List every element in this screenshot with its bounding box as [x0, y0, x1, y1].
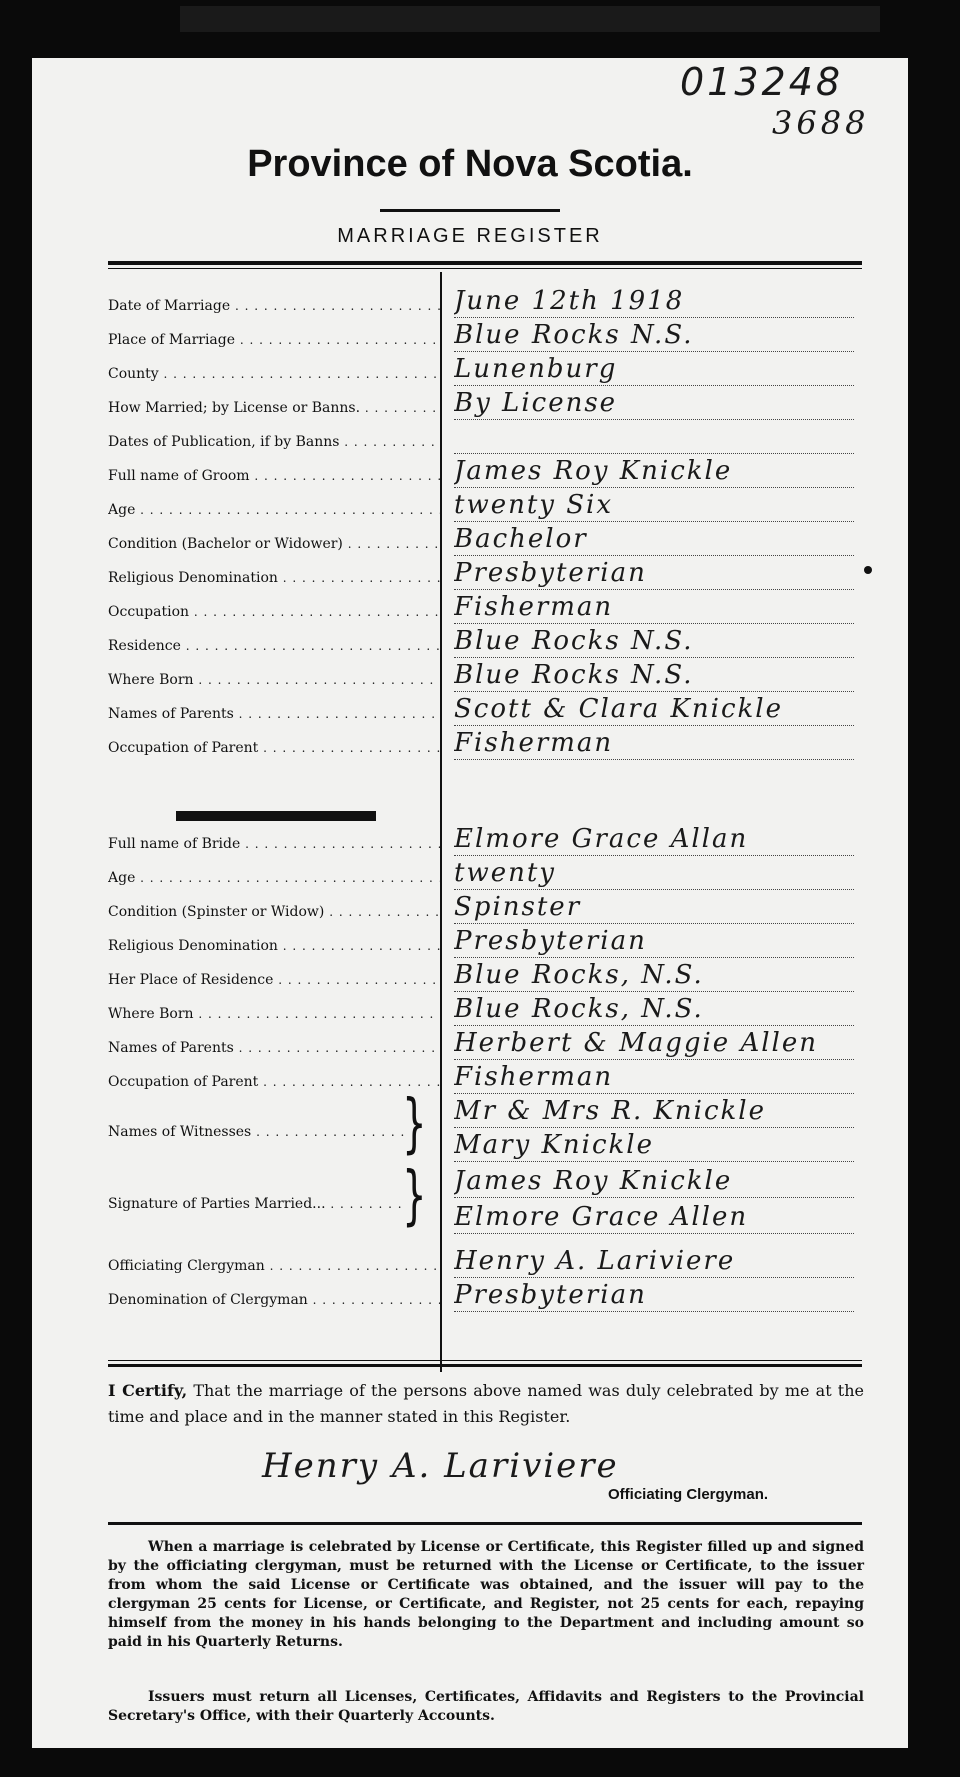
- row-groom-parents: [108, 692, 862, 726]
- issuers-note: Issuers must return all Licenses, Certificates, Affidavits and Registers to the Provincial Secretary's Office, with their Quarterly Accounts.: [108, 1689, 864, 1724]
- marriage-register-form: [32, 58, 908, 1748]
- row-how-married: [108, 386, 862, 420]
- groom-residence-value: Blue Rocks N.S.: [454, 625, 854, 658]
- row-officiating-clergyman: [108, 1244, 862, 1278]
- groom-religion-label: Religious Denomination . . .: [108, 570, 440, 586]
- groom-parents-label: Names of Parents . . .: [108, 706, 440, 722]
- top-rule-thin: [108, 268, 862, 269]
- row-place: [108, 318, 862, 352]
- bride-parents-label: Names of Parents . . .: [108, 1040, 440, 1056]
- clergyman-signature: Henry A. Lariviere: [262, 1446, 619, 1486]
- bride-parent-occupation-label: Occupation of Parent . . .: [108, 1074, 440, 1090]
- row-county: [108, 352, 862, 386]
- witnesses-label: Names of Witnesses . . .: [108, 1124, 408, 1140]
- row-signature-bride: [108, 1200, 862, 1234]
- document-number: 013248: [680, 60, 844, 104]
- row-groom-born: [108, 658, 862, 692]
- bride-residence-label: Her Place of Residence . . .: [108, 972, 440, 988]
- register-number: 3688: [772, 104, 870, 142]
- bride-born-value: Blue Rocks, N.S.: [454, 993, 854, 1026]
- row-signature-groom: [108, 1164, 862, 1198]
- row-groom-parent-occupation: [108, 726, 862, 760]
- row-bride-name: [108, 822, 862, 856]
- clergy-denomination-label: Denomination of Clergyman . . .: [108, 1292, 440, 1308]
- bride-religion-value: Presbyterian: [454, 925, 854, 958]
- officiating-clergyman-label: Officiating Clergyman . . .: [108, 1258, 440, 1274]
- groom-age-value: twenty Six: [454, 489, 854, 522]
- bottom-rule-thin: [108, 1360, 862, 1361]
- groom-born-label: Where Born . . .: [108, 672, 440, 688]
- witnesses-brace: }: [402, 1087, 427, 1161]
- bride-name-label: Full name of Bride . . .: [108, 836, 440, 852]
- row-bride-residence: [108, 958, 862, 992]
- row-bride-religion: [108, 924, 862, 958]
- clergyman-title: Officiating Clergyman.: [608, 1486, 769, 1503]
- witness-2-value: Mary Knickle: [454, 1129, 854, 1162]
- groom-parent-occupation-value: Fisherman: [454, 727, 854, 760]
- row-clergy-denomination: [108, 1278, 862, 1312]
- groom-name-label: Full name of Groom . . .: [108, 468, 440, 484]
- officiating-clergyman-value: Henry A. Lariviere: [454, 1245, 854, 1278]
- date-value: June 12th 1918: [454, 285, 854, 318]
- groom-residence-label: Residence . . .: [108, 638, 440, 654]
- certify-text: That the marriage of the persons above named was duly celebrated by me at the time and place and in the manner stated in this Register.: [108, 1381, 864, 1426]
- row-bride-parents: [108, 1026, 862, 1060]
- certify-lead: I Certify,: [108, 1381, 188, 1400]
- certification-statement: [108, 1378, 864, 1430]
- date-label: Date of Marriage . . .: [108, 298, 440, 314]
- groom-parent-occupation-label: Occupation of Parent . . .: [108, 740, 440, 756]
- row-groom-condition: [108, 522, 862, 556]
- how-married-value: By License: [454, 387, 854, 420]
- title-rule: [380, 209, 560, 212]
- bride-parents-value: Herbert & Maggie Allen: [454, 1027, 854, 1060]
- row-witness-2: [108, 1128, 862, 1162]
- row-groom-name: [108, 454, 862, 488]
- county-value: Lunenburg: [454, 353, 854, 386]
- signature-groom-value: James Roy Knickle: [454, 1165, 854, 1198]
- instructions-note: When a marriage is celebrated by License or Certificate, this Register filled up and signed by the officiating clergyman, must be returned with the License or Certificate, to the issuer from whom the said License or Certificate was obtained, and the issuer will pay to the clergyman 25 cents for License, or Certificate, and Register, not 25 cents for each, repaying himself from the money in his hands belonging to the Department and including amount so paid in his Quarterly Returns.: [108, 1539, 864, 1650]
- place-label: Place of Marriage . . .: [108, 332, 440, 348]
- signatures-label: Signature of Parties Married... . . .: [108, 1196, 408, 1212]
- groom-condition-label: Condition (Bachelor or Widower) . . .: [108, 536, 440, 552]
- signature-bride-value: Elmore Grace Allen: [454, 1201, 854, 1234]
- row-witness-1: [108, 1094, 862, 1128]
- groom-age-label: Age . . .: [108, 502, 440, 518]
- bride-condition-value: Spinster: [454, 891, 854, 924]
- signatures-brace: }: [402, 1159, 427, 1233]
- bride-condition-label: Condition (Spinster or Widow) . . .: [108, 904, 440, 920]
- county-label: County . . .: [108, 366, 440, 382]
- row-bride-age: [108, 856, 862, 890]
- row-groom-religion: [108, 556, 862, 590]
- bride-name-value: Elmore Grace Allan: [454, 823, 854, 856]
- bride-residence-value: Blue Rocks, N.S.: [454, 959, 854, 992]
- publication-label: Dates of Publication, if by Banns . . .: [108, 434, 440, 450]
- bottom-rule: [108, 1364, 862, 1367]
- row-groom-age: [108, 488, 862, 522]
- bride-religion-label: Religious Denomination . . .: [108, 938, 440, 954]
- bride-born-label: Where Born . . .: [108, 1006, 440, 1022]
- row-groom-residence: [108, 624, 862, 658]
- groom-occupation-label: Occupation . . .: [108, 604, 440, 620]
- groom-parents-value: Scott & Clara Knickle: [454, 693, 854, 726]
- row-date: [108, 284, 862, 318]
- bride-age-label: Age . . .: [108, 870, 440, 886]
- ink-dot: [864, 566, 872, 574]
- page-subtitle: MARRIAGE REGISTER: [337, 225, 603, 247]
- row-bride-condition: [108, 890, 862, 924]
- scan-top-band: [180, 6, 880, 32]
- place-value: Blue Rocks N.S.: [454, 319, 854, 352]
- notes-rule: [108, 1522, 862, 1525]
- bride-age-value: twenty: [454, 857, 854, 890]
- groom-born-value: Blue Rocks N.S.: [454, 659, 854, 692]
- groom-occupation-value: Fisherman: [454, 591, 854, 624]
- section-divider: [176, 811, 376, 821]
- groom-name-value: James Roy Knickle: [454, 455, 854, 488]
- row-bride-parent-occupation: [108, 1060, 862, 1094]
- witness-1-value: Mr & Mrs R. Knickle: [454, 1095, 854, 1128]
- row-publication: [108, 420, 862, 454]
- groom-religion-value: Presbyterian: [454, 557, 854, 590]
- row-bride-born: [108, 992, 862, 1026]
- groom-condition-value: Bachelor: [454, 523, 854, 556]
- how-married-label: How Married; by License or Banns. . . .: [108, 400, 440, 416]
- clergy-denomination-value: Presbyterian: [454, 1279, 854, 1312]
- bride-parent-occupation-value: Fisherman: [454, 1061, 854, 1094]
- top-rule: [108, 261, 862, 265]
- page-title: Province of Nova Scotia.: [247, 143, 693, 185]
- row-groom-occupation: [108, 590, 862, 624]
